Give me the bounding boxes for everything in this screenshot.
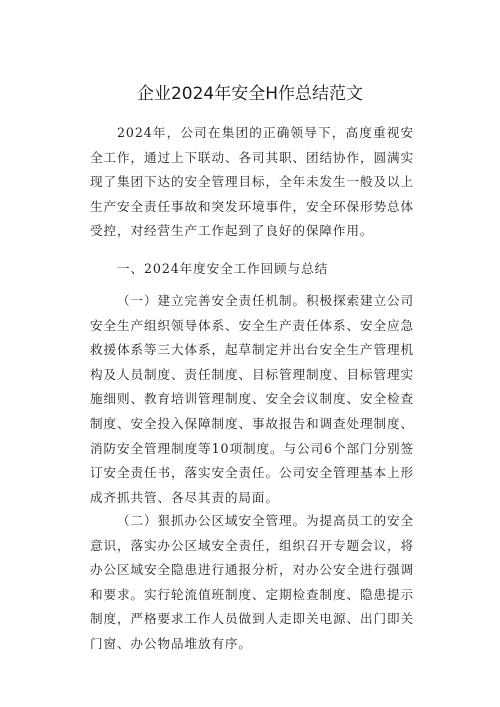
document-title: 企业2024年安全H作总结范文: [136, 84, 364, 104]
section-heading: 一、2024年度安全工作回顾与总结: [117, 261, 329, 276]
office-safety-paragraph: （二）狠抓办公区域安全管理。为提高员工的安全意识，落实办公区域安全责任，组织召开专题会议，将办公区域安全隐患进行通报分析，对办公安全进行强调和要求。实行轮流值班制度、定期检查制度、隐患提示制度，严格要求工作人员做到人走即关电源、出门即关门窗、办公物品堆放有序。: [90, 513, 414, 651]
responsibility-mechanism-paragraph: （一）建立完善安全责任机制。积极探索建立公司安全生产组织领导体系、安全生产责任体系、安全应急救援体系等三大体系，起草制定并出台安全生产管理机构及人员制度、责任制度、目标管理制度、目标管理实施细则、教育培训管理制度、安全会议制度、安全检查制度、安全投入保障制度、事故报告和调查处理制度、消防安全管理制度等10项制度。与公司6个部门分别签订安全责任书，落实安全责任。公司安全管理基本上形成齐抓共管、各尽其责的局面。: [90, 293, 414, 505]
intro-paragraph: 2024年，公司在集团的正确领导下，高度重视安全工作，通过上下联动、各司其职、团结协作，圆满实现了集团下达的安全管理目标，全年未发生一般及以上生产安全责任事故和突发环境事件，安全环保形势总体受控，对经营生产工作起到了良好的保障作用。: [90, 125, 414, 239]
